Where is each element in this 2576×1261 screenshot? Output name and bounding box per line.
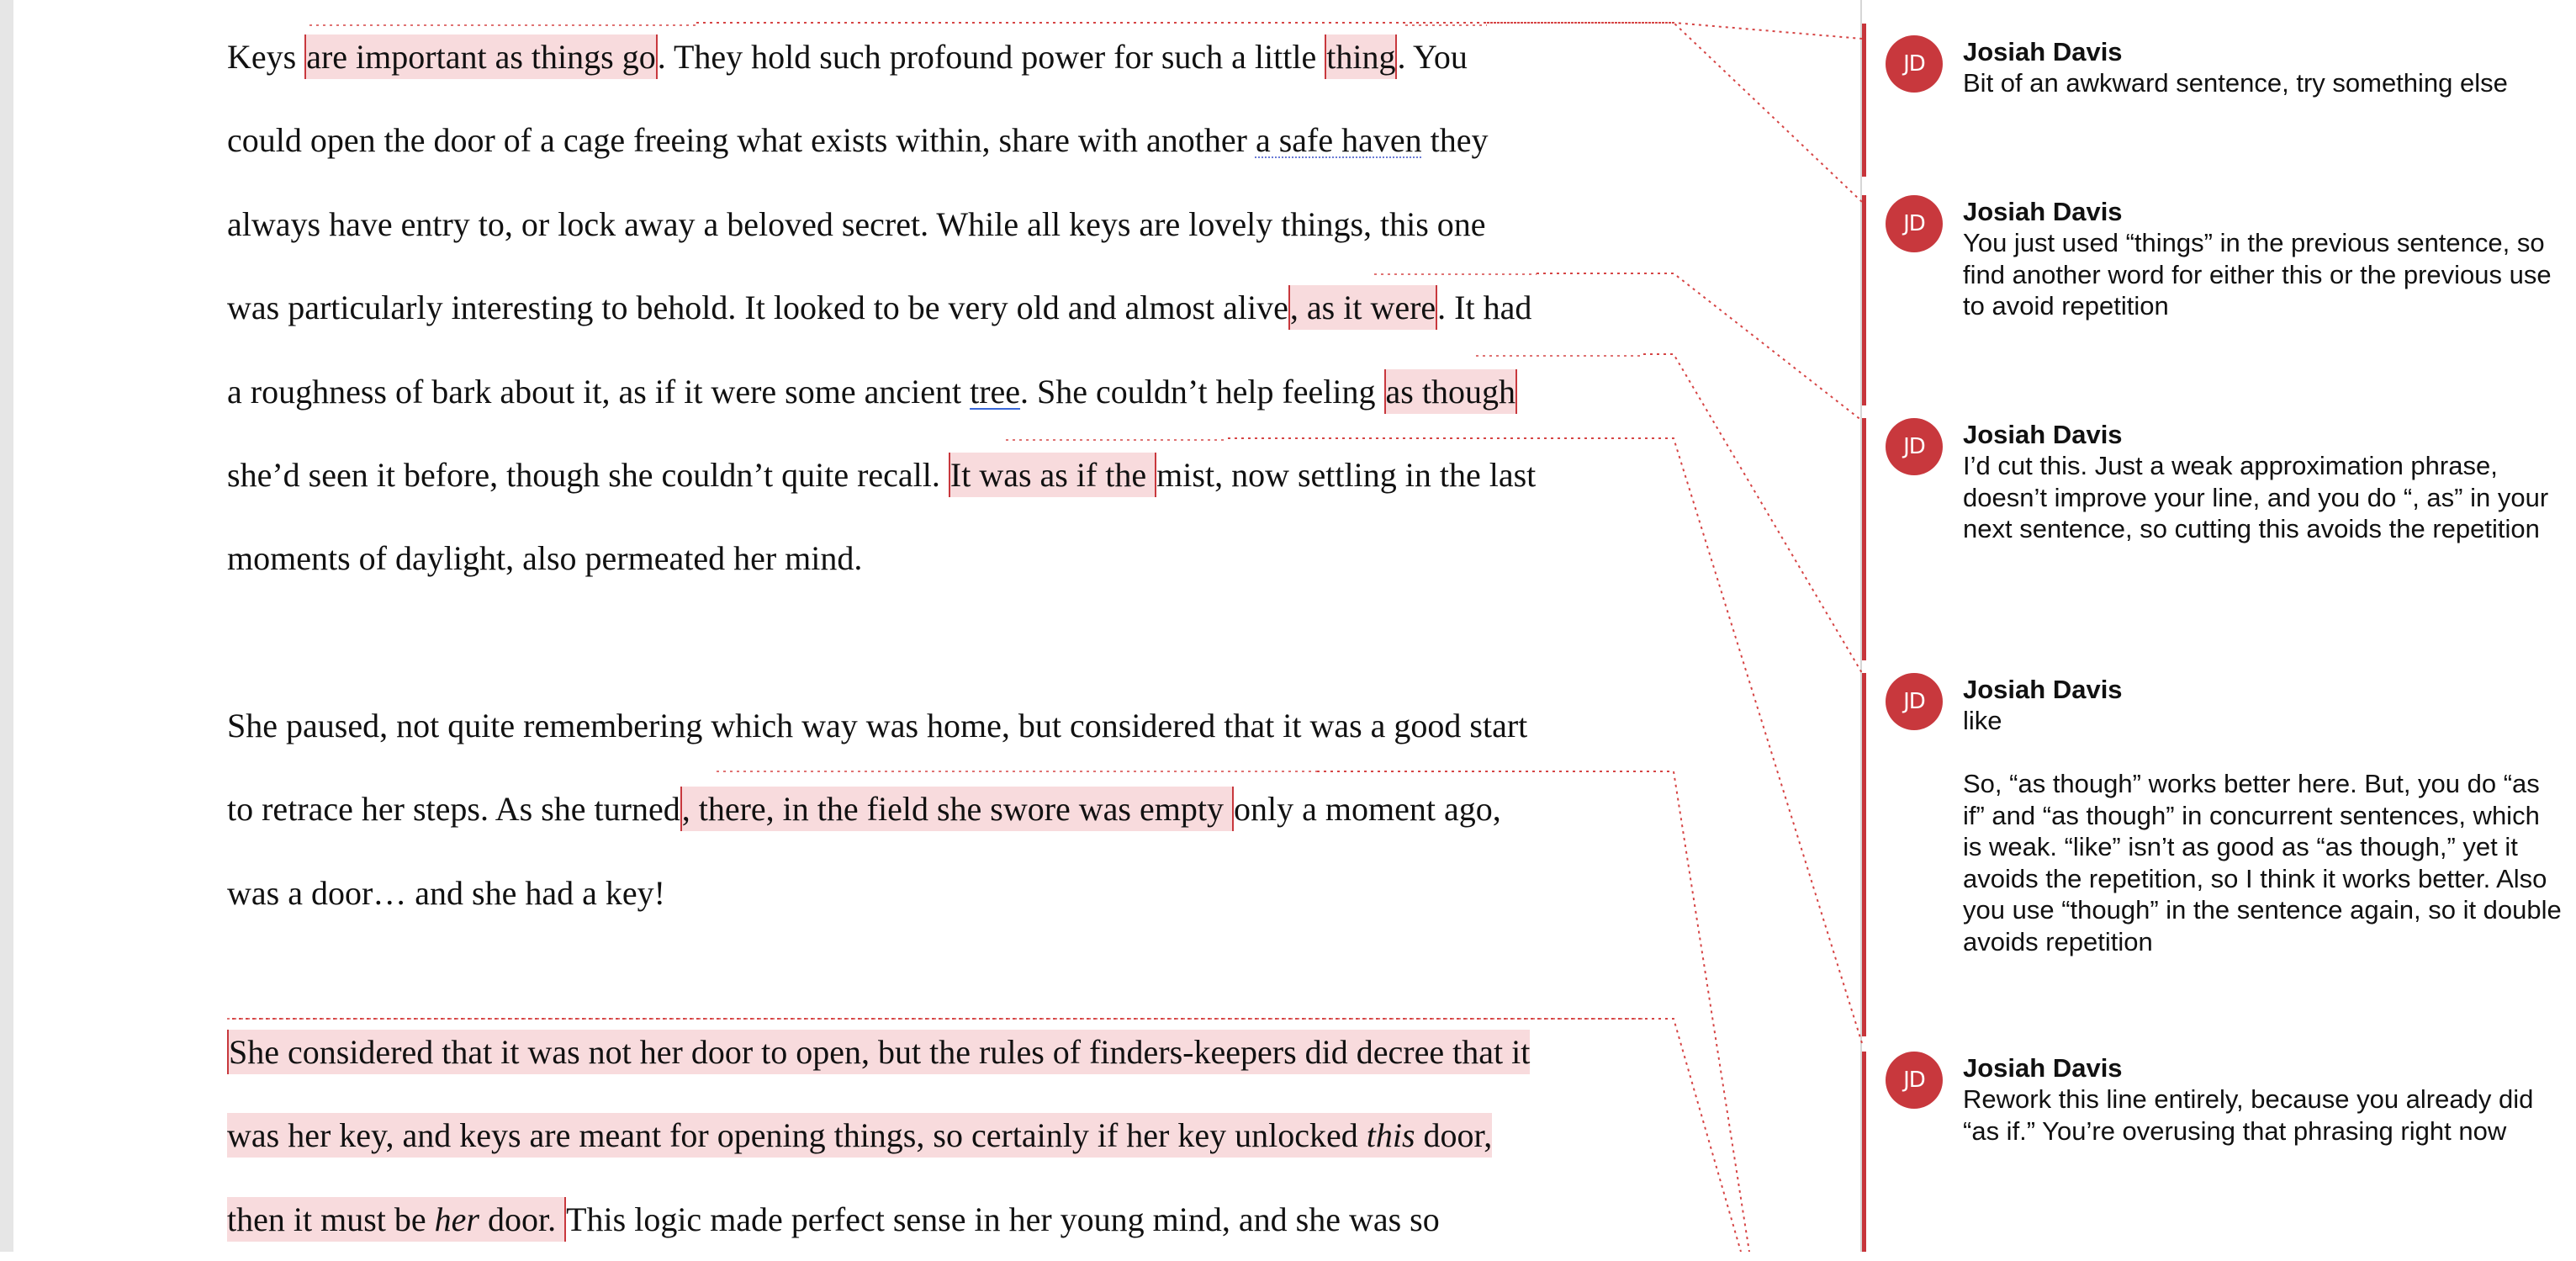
text-run: This logic made perfect sense in her young mind, and she was so bbox=[566, 1200, 1440, 1238]
text-run: . You bbox=[1397, 38, 1468, 76]
text-line[interactable] bbox=[227, 684, 1657, 767]
comment-author: Josiah Davis bbox=[1963, 37, 2123, 66]
text-run: they bbox=[1421, 121, 1489, 160]
commented-text[interactable]: her bbox=[435, 1197, 479, 1242]
text-run: . She couldn’t help feeling bbox=[1020, 372, 1384, 411]
comment-author: Josiah Davis bbox=[1963, 197, 2123, 226]
text-run: always have entry to, or lock away a beloved secret. While all keys are lovely things, this one bbox=[227, 204, 1486, 243]
text-run: tree bbox=[970, 372, 1021, 411]
commented-text[interactable]: then it must be bbox=[227, 1197, 435, 1242]
comment-active-bar bbox=[1862, 1052, 1866, 1252]
text-line[interactable] bbox=[227, 767, 1657, 850]
comment-author: Josiah Davis bbox=[1963, 675, 2123, 704]
avatar: JD bbox=[1886, 1052, 1943, 1109]
text-run: She paused, not quite remembering which way was home, but considered that it was a good start bbox=[227, 706, 1528, 744]
text-line[interactable] bbox=[227, 1178, 1657, 1261]
comment-author: Josiah Davis bbox=[1963, 420, 2123, 449]
commented-text[interactable]: She considered that it was not her door to open, but the rules of finders-keepers did decree that it bbox=[227, 1030, 1530, 1074]
commented-text[interactable]: are important as things go bbox=[304, 34, 657, 79]
comment-active-bar bbox=[1862, 195, 1866, 405]
comment-active-bar bbox=[1862, 418, 1866, 660]
comment-body[interactable] bbox=[1963, 705, 2564, 957]
paragraph[interactable] bbox=[227, 1010, 1657, 1261]
comment-active-bar bbox=[1862, 673, 1866, 1036]
comment-body[interactable] bbox=[1963, 450, 2564, 545]
avatar: JD bbox=[1886, 418, 1943, 475]
comment-paragraph: So, “as though” works better here. But, you do “as if” and “as though” in concurrent sentences, which is weak. “like” isn’t as good as “as though,” yet it avoids the repetition, so I think it works better. Also you use “though” in the sentence again, so it double avoids repetition bbox=[1963, 769, 2562, 956]
text-run: . It had bbox=[1437, 289, 1532, 327]
text-run: a roughness of bark about it, as if it were some ancient bbox=[227, 372, 971, 411]
document-body[interactable] bbox=[227, 15, 1657, 1261]
paragraph-spacing bbox=[227, 935, 1657, 1010]
comment-paragraph: Rework this line entirely, because you already did “as if.” You’re overusing that phrasing right now bbox=[1963, 1084, 2534, 1146]
left-margin-ruler bbox=[0, 0, 14, 1252]
text-line[interactable] bbox=[227, 1010, 1657, 1094]
commented-text[interactable]: , as it were bbox=[1288, 285, 1437, 330]
text-run: was a door… and she had a key! bbox=[227, 873, 665, 912]
avatar: JD bbox=[1886, 35, 1943, 93]
commented-text[interactable]: door, bbox=[1415, 1113, 1493, 1158]
text-run: . They hold such profound power for such a little bbox=[657, 38, 1325, 76]
paragraph-spacing bbox=[227, 601, 1657, 684]
text-run: she’d seen it before, though she couldn’t quite recall. bbox=[227, 456, 949, 495]
text-line[interactable] bbox=[227, 98, 1657, 182]
commented-text[interactable]: thing bbox=[1325, 34, 1397, 79]
text-line[interactable] bbox=[227, 851, 1657, 935]
commented-text[interactable]: It was as if the bbox=[949, 453, 1156, 497]
commented-text[interactable]: this bbox=[1367, 1113, 1415, 1158]
text-run: was particularly interesting to behold. It looked to be very old and almost alive bbox=[227, 289, 1288, 327]
text-run: mist, now settling in the last bbox=[1156, 456, 1537, 495]
paragraph[interactable] bbox=[227, 15, 1657, 601]
comment-paragraph bbox=[1963, 737, 2564, 769]
text-run: moments of daylight, also permeated her mind. bbox=[227, 539, 863, 578]
text-run: to retrace her steps. As she turned bbox=[227, 790, 680, 829]
text-line[interactable] bbox=[227, 183, 1657, 266]
text-run: only a moment ago, bbox=[1233, 790, 1501, 829]
comment-paragraph: You just used “things” in the previous sentence, so find another word for either this or the previous use to avoid repetition bbox=[1963, 228, 2552, 321]
commented-text[interactable]: , there, in the field she swore was empty bbox=[680, 787, 1234, 831]
text-run: could open the door of a cage freeing what exists within, share with another bbox=[227, 121, 1256, 160]
commented-text[interactable]: was her key, and keys are meant for opening things, so certainly if her key unlocked bbox=[227, 1113, 1367, 1158]
comment-body[interactable] bbox=[1963, 227, 2564, 322]
text-line[interactable] bbox=[227, 266, 1657, 349]
comment-author: Josiah Davis bbox=[1963, 1053, 2123, 1083]
text-line[interactable] bbox=[227, 15, 1657, 98]
text-line[interactable] bbox=[227, 517, 1657, 600]
text-line[interactable] bbox=[227, 1094, 1657, 1177]
text-line[interactable] bbox=[227, 350, 1657, 433]
paragraph[interactable] bbox=[227, 684, 1657, 935]
comments-pane bbox=[1862, 0, 2576, 1252]
text-run: a safe haven bbox=[1255, 121, 1422, 160]
text-line[interactable] bbox=[227, 433, 1657, 517]
comment-paragraph: I’d cut this. Just a weak approximation phrase, doesn’t improve your line, and you do “, as” in your next sentence, so cutting this avoids the repetition bbox=[1963, 451, 2549, 543]
avatar: JD bbox=[1886, 195, 1943, 252]
comment-body[interactable] bbox=[1963, 67, 2564, 99]
commented-text[interactable]: as though bbox=[1384, 369, 1517, 414]
avatar: JD bbox=[1886, 673, 1943, 730]
comment-body[interactable] bbox=[1963, 1084, 2564, 1147]
commented-text[interactable]: door. bbox=[479, 1197, 566, 1242]
comment-paragraph: Bit of an awkward sentence, try something else bbox=[1963, 68, 2508, 98]
comment-active-bar bbox=[1862, 24, 1866, 177]
comment-paragraph: like bbox=[1963, 706, 2002, 735]
text-run: Keys bbox=[227, 38, 305, 76]
